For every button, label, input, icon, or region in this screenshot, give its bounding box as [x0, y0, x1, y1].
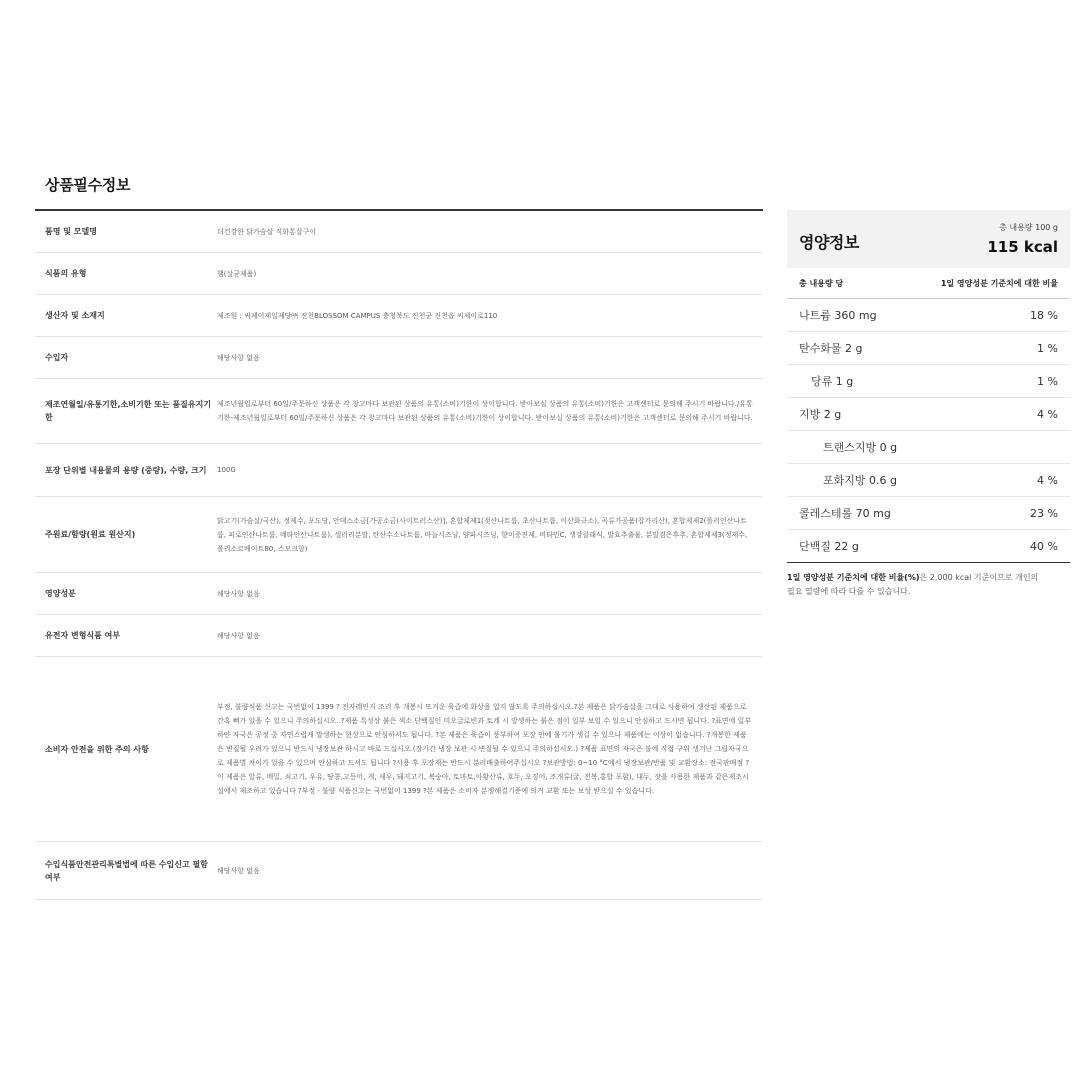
nutrition-row: [787, 497, 1070, 530]
nutrient-percent: 4 %: [1037, 407, 1058, 421]
info-row-value: 햄(살균제품): [217, 269, 257, 278]
info-row-label: 주원료/함량(원료 원산지): [45, 530, 136, 539]
info-row-value: 해당사항 없음: [217, 631, 260, 640]
nutrition-row: [787, 464, 1070, 497]
info-row: [35, 295, 763, 337]
info-row-label: 소비자 안전을 위한 주의 사항: [45, 744, 149, 754]
nutrition-footnote: [787, 571, 1047, 599]
info-row: [35, 573, 763, 615]
nutrition-subhead-right: 1일 영양성분 기준치에 대한 비율: [940, 278, 1058, 288]
info-row-value: 제조원 : 씨제이제일제당㈜ 진천BLOSSOM CAMPUS 충청북도 진천군 진천읍 씨제이로110: [217, 311, 498, 320]
nutrition-row: [787, 398, 1070, 431]
nutrient-percent: 1 %: [1037, 341, 1058, 355]
info-row-value: 해당사항 없음: [217, 589, 260, 598]
info-row: [35, 657, 763, 842]
info-row: [35, 615, 763, 657]
info-row-label: 유전자 변형식품 여부: [45, 631, 121, 640]
info-row-label: 식품의 유형: [45, 269, 87, 278]
nutrient-name: 포화지방 0.6 g: [823, 474, 897, 487]
nutrition-panel: [787, 210, 1070, 599]
nutrient-name: 트랜스지방 0 g: [823, 441, 898, 454]
info-row-label: 생산자 및 소재지: [45, 311, 105, 320]
section-title: 상품필수정보: [45, 176, 131, 194]
info-row-label: 제조연월일/유통기한,소비기한 또는 품질유지기한: [45, 400, 212, 422]
nutrient-percent: 1 %: [1037, 374, 1058, 388]
info-row: [35, 842, 763, 900]
info-row-label: 품명 및 모델명: [45, 227, 97, 236]
nutrition-row: [787, 530, 1070, 563]
nutrient-name: 지방 2 g: [799, 408, 842, 421]
nutrient-name: 나트륨 360 mg: [799, 309, 877, 322]
info-row-label: 수입자: [45, 353, 69, 362]
nutrient-percent: 23 %: [1030, 506, 1058, 520]
nutrition-total-amount: 총 내용량 100 g: [999, 223, 1058, 232]
info-row-value: 닭고기(가슴살/국산), 정제수, 포도당, 안데스소금[가공소금(사이트러스산)], 혼합제제1(젖산나트륨, 초산나트륨, 이산화규소), 곡류가공품(찹가리산), 혼합제제2(폴리인산나트륨, 피로인산나트륨, 메타인산나트륨), 셀러리분말, 탄산수소나트륨, 마늘시즈닝, 양파시즈닝, 향미증진제, 비타민C, 생강클래식, 발효추출물, 분말검은후추, 혼합제제3(정제수, 폴리소르베이트80, 스모크향): [217, 516, 748, 553]
info-row: [35, 211, 763, 253]
nutrition-row: [787, 332, 1070, 365]
nutrition-subheader: [787, 268, 1070, 299]
nutrient-percent: 18 %: [1030, 308, 1058, 322]
info-row: [35, 497, 763, 573]
nutrition-title: 영양정보: [799, 233, 859, 252]
nutrient-name: 당류 1 g: [811, 375, 854, 388]
info-row: [35, 337, 763, 379]
info-row: [35, 253, 763, 295]
nutrient-name: 콜레스테롤 70 mg: [799, 507, 891, 520]
nutrition-row: [787, 431, 1070, 464]
info-row-label: 수입식품안전관리특별법에 따른 수입신고 필함 여부: [45, 859, 208, 882]
info-row: [35, 444, 763, 497]
nutrition-footnote-bold: 1일 영양성분 기준치에 대한 비율(%): [787, 573, 920, 582]
info-row-value: 제조년월일로부터 60일/주문하신 상품은 각 창고마다 보관된 상품의 유통(소비)기한이 상이합니다. 받아보실 상품의 유통(소비)기한은 고객센터로 문의해 주시기 바랍니다./유통기한-제조년월일로부터 60일/주문하신 상품은 각 창고마다 보관된 상품의 유통(소비)기한이 상이합니다. 받아보실 상품의 유통(소비)기한은 고객센터로 문의해 주시기 바랍니다.: [217, 400, 753, 422]
nutrition-rows: [787, 299, 1070, 563]
nutrient-name: 탄수화물 2 g: [799, 342, 863, 355]
info-row-value: 해당사항 없음: [217, 866, 260, 875]
nutrient-name: 단백질 22 g: [799, 540, 859, 553]
info-row-value: 더건강한 닭가슴살 직화통살구이: [217, 227, 317, 236]
nutrient-percent: 40 %: [1030, 539, 1058, 553]
info-row: [35, 379, 763, 444]
nutrition-kcal: 115 kcal: [987, 238, 1058, 256]
nutrition-row: [787, 299, 1070, 332]
nutrition-row: [787, 365, 1070, 398]
nutrition-header: [787, 210, 1070, 268]
info-row-label: 영양성분: [45, 589, 76, 598]
info-row-value: 100G: [217, 466, 236, 474]
nutrient-percent: 4 %: [1037, 473, 1058, 487]
info-row-value: 해당사항 없음: [217, 353, 260, 362]
nutrition-footnote-text: 은 2,000 kcal 기준이므로 개인의 필요 열량에 따라 다를 수 있습니다.: [787, 573, 1039, 596]
info-row-value: 부정, 불량식품 신고는 국번없이 1399 ? 전자레인지 조리 후 개봉시 뜨거운 육즙에 화상을 입지 않도록 주의하십시오.?본 제품은 닭가슴살을 그대로 사용하여 생산된 제품으로 간혹 뼈가 있을 수 있으니 주의하십시오. ?제품 특성상 붉은 색소 단백질인 미오글로빈과 토계 시 발생하는 붉은 점이 일부 보일 수 있으니 안심하고 드시면 됩니다. ?표면에 일부 하얀 자국은 공정 중 자연스럽게 발생하는 현상으로 안심하셔도 됩니다. ?본 제품은 육즙이 풍부하여 포장 안에 물기가 생길 수 있으나 제품에는 이상이 없습니다. ?개봉한 제품은 변질될 우려가 있으니 반드시 냉장보관 하시고 바로 드십시오.(장기간 냉장 보관 시 변질될 수 있으니 주의하십시오.) ?제품 표면의 자국은 불에 직접 구워 생겨난 그릴자국으로 제품별 차이가 있을 수 있으며 안심하고 드셔도 됩니다 ?사용 후 포장재는 반드시 분리배출하여주십시오 ?보관방법: 0~10 °C에서 냉장보관/반품 및 교환장소: 전국판매점 ?이 제품은 알류, 메밀, 쇠고기, 우유, 땅콩,고등어, 게, 새우, 돼지고기, 복숭아, 토마토,아황산류, 호두, 오징어, 조개류(굴, 전복,홍합 포함), 대두, 잣을 사용한 제품과 같은제조시설에서 제조하고 있습니다 ?부정 · 불량 식품신고는 국번없이 1399 ?본 제품은 소비자 분쟁해결기준에 의거 교환 또는 보상 받으실 수 있습니다.: [217, 703, 752, 795]
product-info-table: [35, 209, 763, 900]
nutrition-subhead-left: 총 내용량 당: [799, 278, 844, 288]
info-row-label: 포장 단위별 내용물의 용량 (중량), 수량, 크기: [45, 465, 207, 475]
